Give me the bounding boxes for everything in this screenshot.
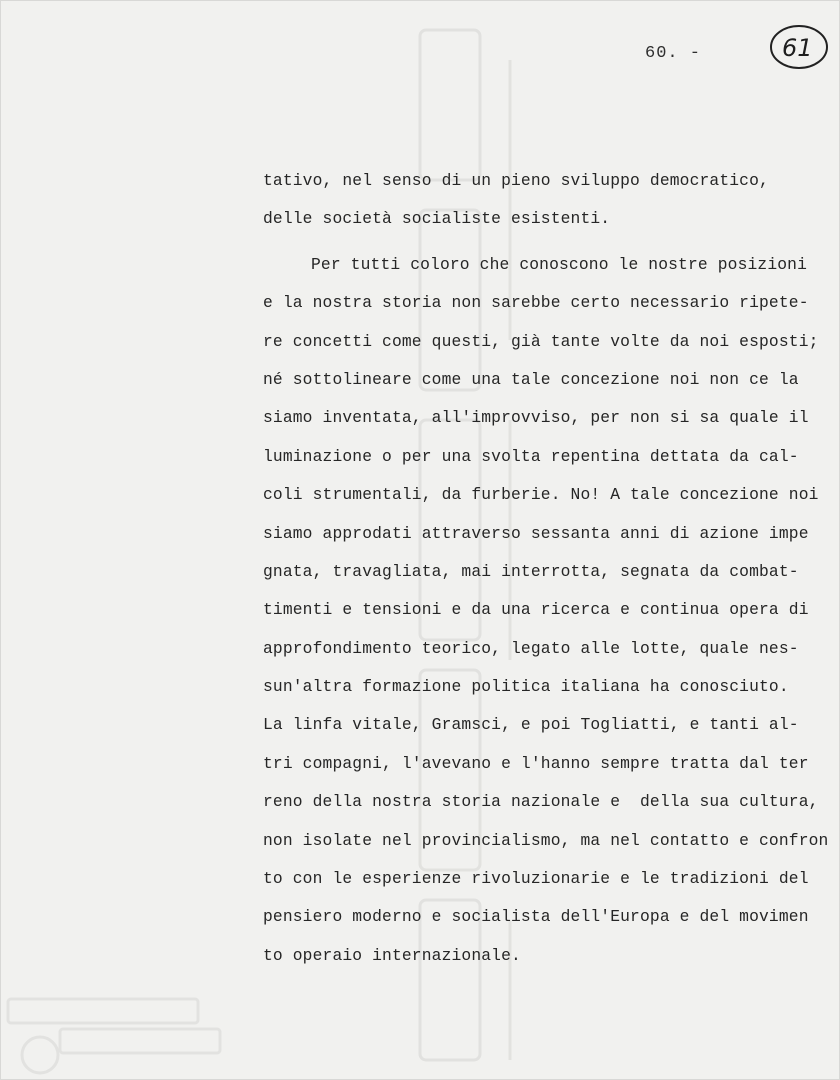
text-line: tri compagni, l'avevano e l'hanno sempre tratta dal ter (263, 753, 809, 773)
handwritten-page-number (768, 22, 830, 72)
text-line: reno della nostra storia nazionale e della sua cultura, (263, 792, 819, 812)
text-line: coli strumentali, da furberie. No! A tale concezione noi (263, 485, 819, 505)
text-line: delle società socialiste esistenti. (263, 209, 611, 229)
text-line: to con le esperienze rivoluzionarie e le tradizioni del (263, 869, 809, 889)
text-line: non isolate nel provincialismo, ma nel contatto e confron (263, 830, 829, 850)
text-line: tativo, nel senso di un pieno sviluppo democratico, (263, 171, 769, 190)
text-line: e la nostra storia non sarebbe certo necessario ripete- (263, 293, 809, 313)
text-line: re concetti come questi, già tante volte da noi esposti; (263, 331, 819, 351)
text-line: gnata, travagliata, mai interrotta, segnata da combat- (263, 561, 799, 581)
text-line: La linfa vitale, Gramsci, e poi Togliatti, e tanti al- (263, 715, 799, 735)
text-line: né sottolineare come una tale concezione noi non ce la (263, 369, 799, 389)
paragraph-start-line: Per tutti coloro che conoscono le nostre posizioni (311, 254, 808, 274)
text-line: pensiero moderno e socialista dell'Europa e del movimen (263, 907, 809, 927)
text-line: timenti e tensioni e da una ricerca e continua opera di (263, 600, 809, 620)
page-number: 60. - (645, 44, 702, 63)
text-line: luminazione o per una svolta repentina dettata da cal- (263, 446, 799, 466)
text-line: to operaio internazionale. (263, 945, 521, 965)
text-line: siamo approdati attraverso sessanta anni di azione impe (263, 523, 809, 543)
text-line: sun'altra formazione politica italiana ha conosciuto. (263, 677, 789, 697)
text-line: siamo inventata, all'improvviso, per non si sa quale il (263, 408, 809, 428)
handwritten-number-text: 61 (782, 34, 813, 62)
body-text (263, 162, 829, 975)
foundation-watermark-logo (0, 985, 240, 1080)
text-line: approfondimento teorico, legato alle lotte, quale nes- (263, 638, 799, 658)
